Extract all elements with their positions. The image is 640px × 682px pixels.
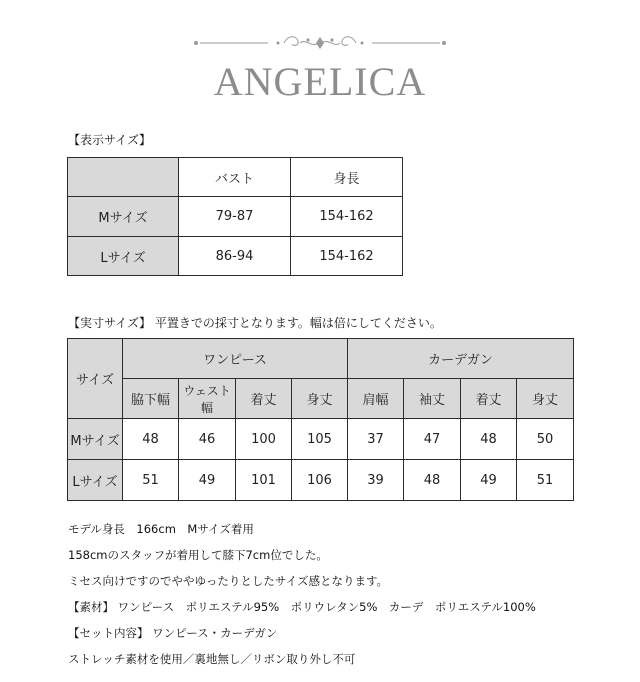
cell-l-bust: 86-94 bbox=[179, 237, 291, 276]
col-header-waist-width: ウェスト幅 bbox=[179, 379, 236, 419]
table-cell: 49 bbox=[179, 460, 236, 501]
table-cell: 46 bbox=[179, 419, 236, 460]
note-set-contents: 【セット内容】 ワンピース・カーデガン bbox=[68, 626, 278, 640]
table-cell: 106 bbox=[292, 460, 348, 501]
note-features: ストレッチ素材を使用／裏地無し／リボン取り外し不可 bbox=[68, 652, 356, 666]
row-header-l: Lサイズ bbox=[68, 237, 179, 276]
table-cell: 48 bbox=[404, 460, 461, 501]
note-fit-feel: ミセス向けですのでややゆったりとしたサイズ感となります。 bbox=[68, 574, 389, 588]
actual-size-heading: 【実寸サイズ】 平置きでの採寸となります。幅は倍にしてください。 bbox=[68, 316, 442, 330]
group-header-onepiece: ワンピース bbox=[123, 339, 348, 379]
display-size-table bbox=[67, 157, 403, 276]
table-cell: 101 bbox=[236, 460, 292, 501]
col-header-shoulder-width: 肩幅 bbox=[348, 379, 404, 419]
table-cell: 48 bbox=[461, 419, 517, 460]
col-header-cardigan-length: 着丈 bbox=[461, 379, 517, 419]
table-cell: 48 bbox=[123, 419, 179, 460]
table-cell: 39 bbox=[348, 460, 404, 501]
col-header-cardigan-body-length: 身丈 bbox=[517, 379, 574, 419]
group-header-cardigan: カーデガン bbox=[348, 339, 574, 379]
col-header-sleeve-length: 袖丈 bbox=[404, 379, 461, 419]
actual-size-table bbox=[67, 338, 574, 501]
table-cell: 37 bbox=[348, 419, 404, 460]
cell-m-height: 154-162 bbox=[291, 197, 403, 237]
table-cell: 49 bbox=[461, 460, 517, 501]
col-header-height: 身長 bbox=[291, 158, 403, 197]
display-size-corner bbox=[68, 158, 179, 197]
col-header-length: 着丈 bbox=[236, 379, 292, 419]
table-cell: 47 bbox=[404, 419, 461, 460]
note-material: 【素材】 ワンピース ポリエステル95% ポリウレタン5% カーデ ポリエステル100% bbox=[68, 600, 536, 614]
row-header-m: Mサイズ bbox=[68, 419, 123, 460]
cell-m-bust: 79-87 bbox=[179, 197, 291, 237]
display-size-heading: 【表示サイズ】 bbox=[68, 133, 152, 147]
table-cell: 100 bbox=[236, 419, 292, 460]
table-cell: 50 bbox=[517, 419, 574, 460]
brand-title: ANGELICA bbox=[213, 59, 427, 104]
col-header-underarm-width: 脇下幅 bbox=[123, 379, 179, 419]
row-header-l: Lサイズ bbox=[68, 460, 123, 501]
table-cell: 51 bbox=[517, 460, 574, 501]
product-notes bbox=[68, 516, 536, 672]
table-cell: 51 bbox=[123, 460, 179, 501]
note-model-height: モデル身長 166cm Mサイズ着用 bbox=[68, 522, 254, 536]
note-staff-fit: 158cmのスタッフが着用して膝下7cm位でした。 bbox=[68, 548, 328, 562]
corner-size-label: サイズ bbox=[68, 339, 123, 419]
ornament-divider bbox=[0, 28, 640, 58]
cell-l-height: 154-162 bbox=[291, 237, 403, 276]
col-header-bust: バスト bbox=[179, 158, 291, 197]
col-header-body-length: 身丈 bbox=[292, 379, 348, 419]
row-header-m: Mサイズ bbox=[68, 197, 179, 237]
table-cell: 105 bbox=[292, 419, 348, 460]
